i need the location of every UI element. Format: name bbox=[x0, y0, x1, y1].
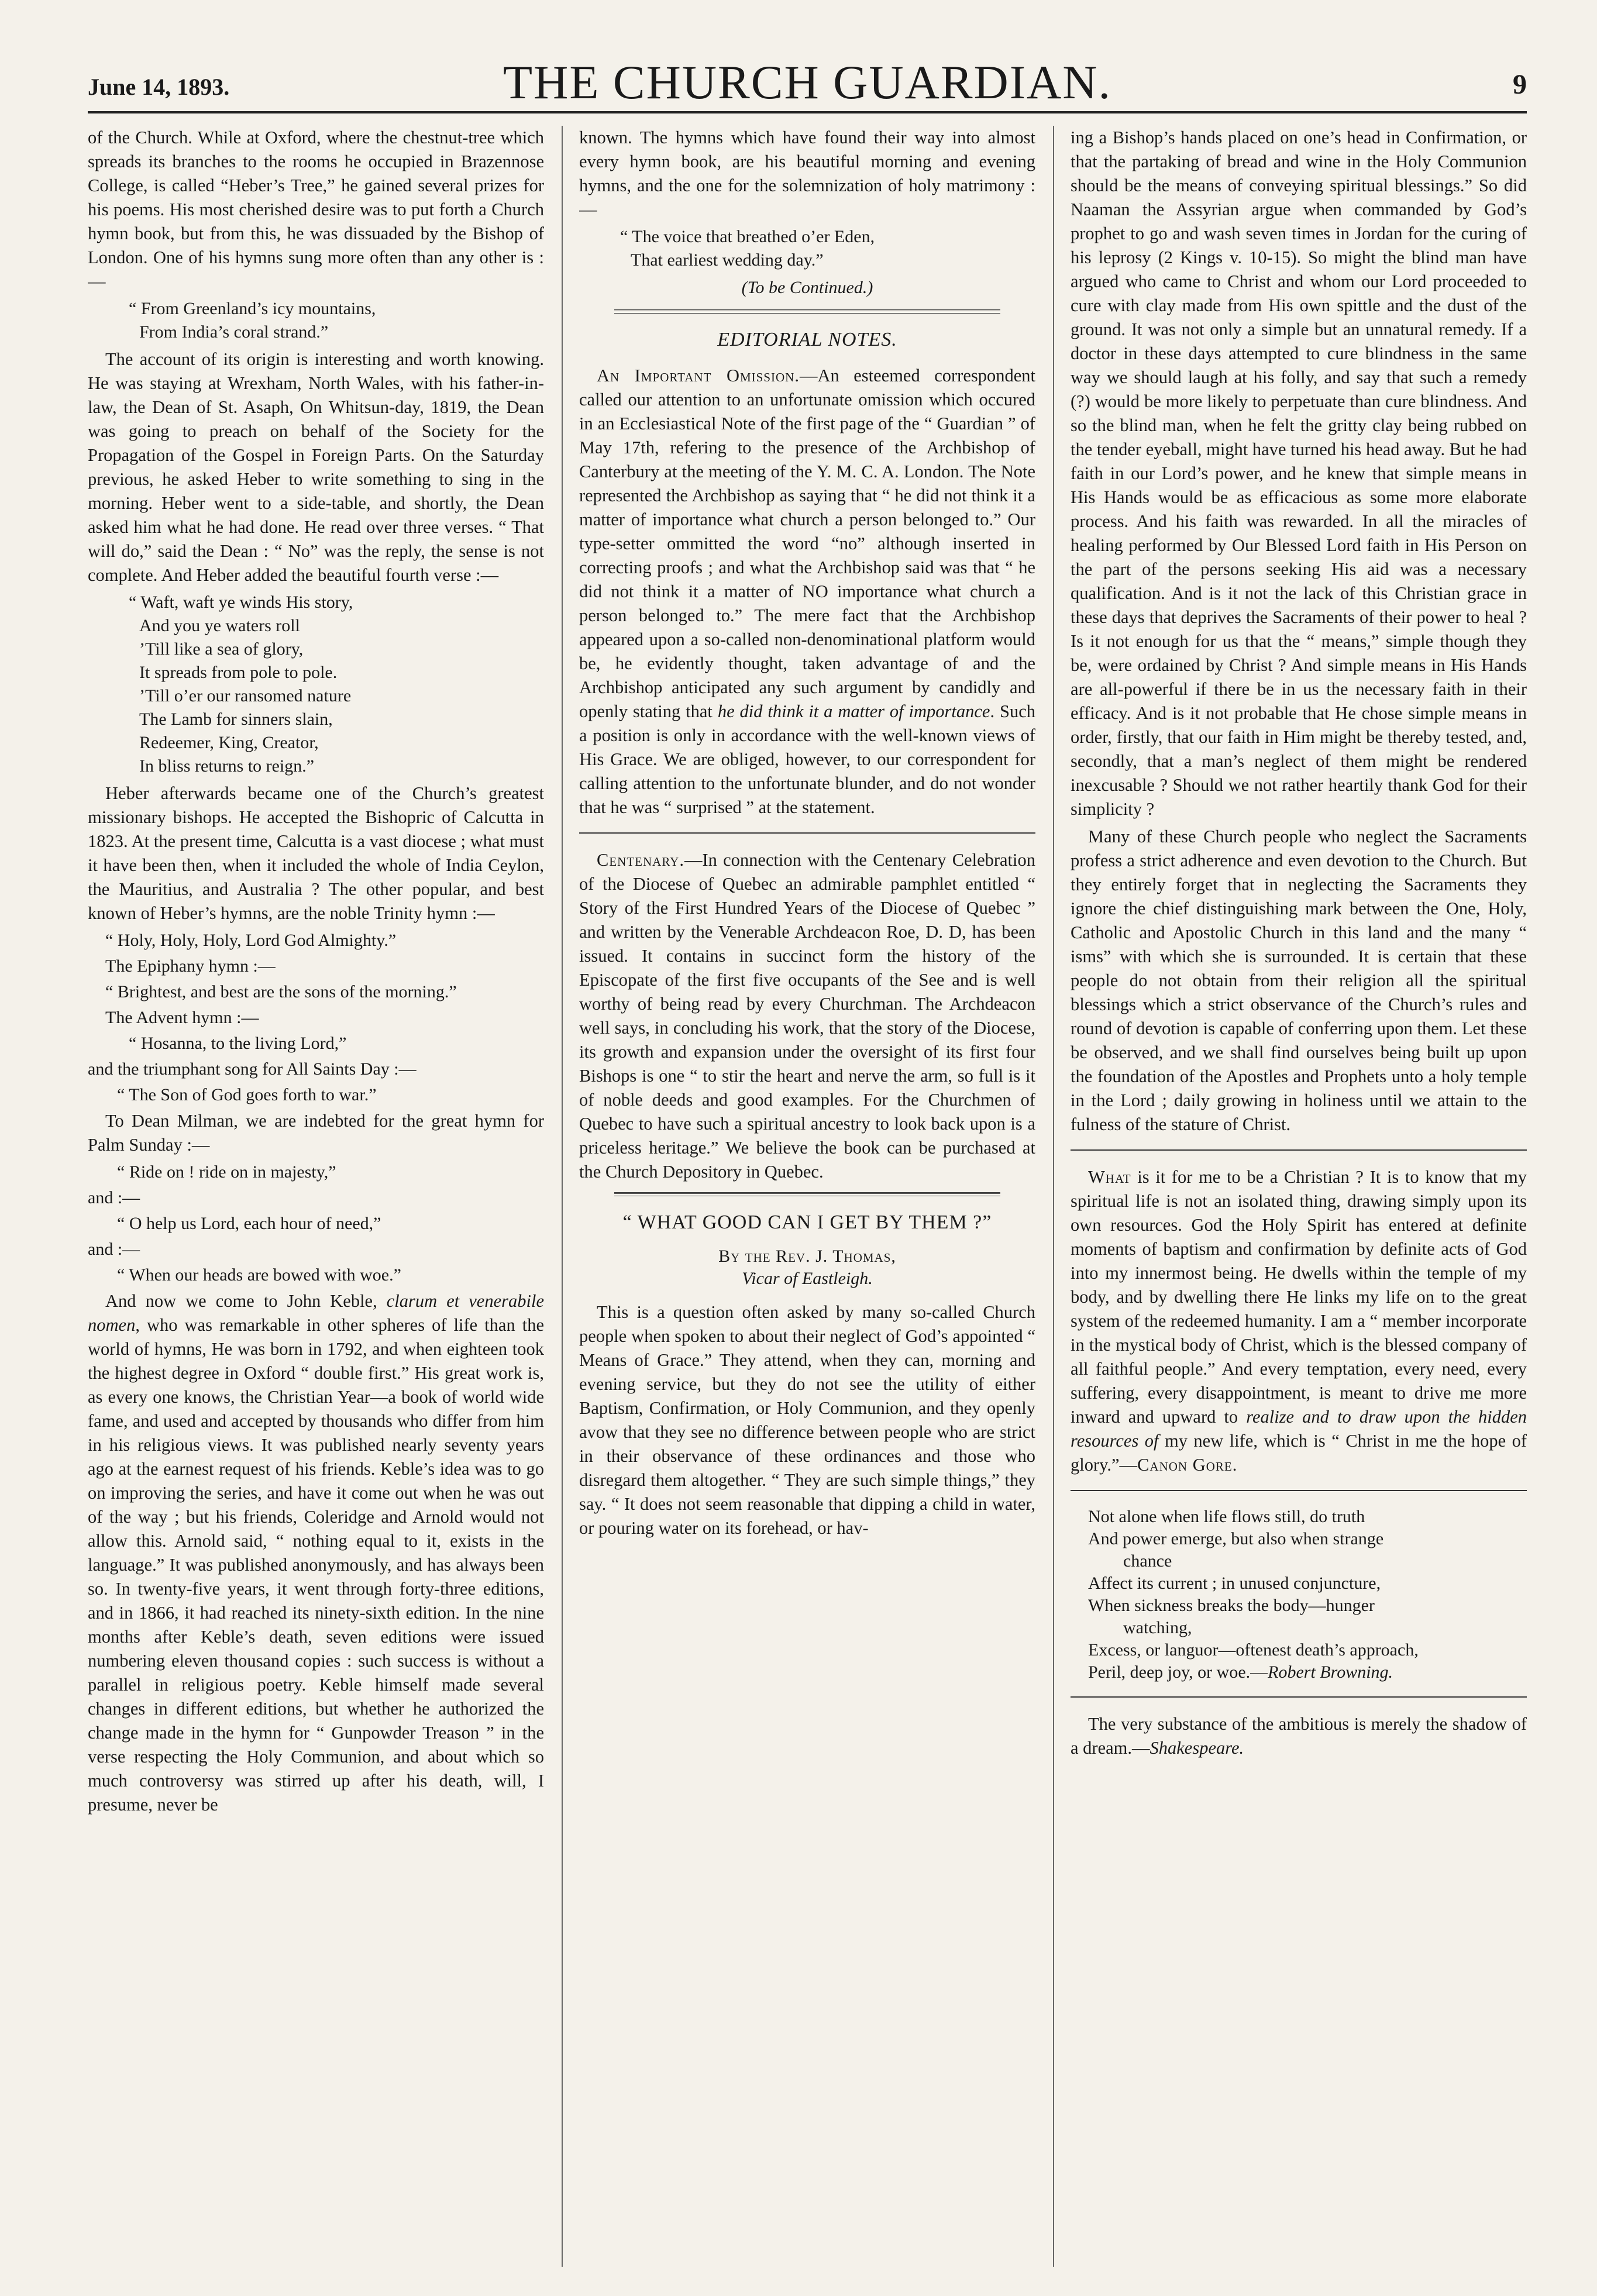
byline-title: Vicar of Eastleigh. bbox=[742, 1269, 873, 1288]
note-rule bbox=[1071, 1149, 1527, 1152]
quote-intro: and :— bbox=[88, 1188, 140, 1207]
column-divider bbox=[1053, 126, 1054, 2267]
paragraph: ing a Bishop’s hands placed on one’s head in Confirmation, or that the partaking of bread and wine in the Holy Communion should be the means of conveying spiritual blessings.” So did Naaman the Assyrian argue when commanded by God’s prophet to go and wash seven times in Jordan for the curing of his leprosy (2 Kings v. 10-15). So might the blind man have argued who came to Christ and whom our Lord proceeded to cure with clay made from His own spittle and the dust of the ground. It was not only a simple but an unnatural remedy. If a doctor in these days attempted to cure blindness in the same way we should laugh at his folly, and say that such a remedy (?) would be more likely to perpetuate than cure blindness. And so the blind man, when he felt the gritty clay being rubbed on the tender eyeball, might have turned his head away. But he had faith in our Lord’s power, and he knew that simple means in His Hands would be as efficacious as some more elaborate process. And his faith was rewarded. In all the miracles of healing performed by Our Blessed Lord faith in His Person on the part of the persons seeking His aid was a necessary qualification. And is it not the lack of this Christian grace in these days that deprives the Sacraments of their power to heal ? Is it not enough for us that the “ means,” simple though they be, were ordained by Christ ? And simple means in His Hands are all-powerful if there be in us the necessary faith in their efficacy. And is it not probable that He chose simple means in order, firstly, that our faith in Him might be thereby tested, and, secondly, that a man’s neglect of them might be rendered inexcusable ? Should we not rather heartily thank God for their simplicity ? bbox=[1071, 128, 1527, 819]
note-rule bbox=[1071, 1490, 1527, 1493]
note-lead: Centenary. bbox=[597, 850, 684, 870]
paragraph: The account of its origin is interesting and worth knowing. He was staying at Wrexham, North Wales, with his father-in-law, the Dean of St. Asaph, On Whitsun-day, 1819, the Dean was going to preach on behalf of the Society for the Propagation of the Gospel in Foreign Parts. On the Saturday previous, he asked Heber to write something to sing in the morning. Heber went to a side-table, and shortly, the Dean asked him what he had done. He read over three verses. “ That will do,” said the Dean : “ No” was the reply, the sense is not complete. And Heber added the beautiful fourth verse :— bbox=[88, 349, 544, 585]
quote-intro: The Advent hymn :— bbox=[105, 1008, 259, 1027]
newspaper-page bbox=[88, 23, 1527, 2276]
latin-phrase: clarum et venerabile nomen bbox=[88, 1291, 544, 1335]
emphasis: realize and to draw upon the hidden resources of bbox=[1071, 1407, 1527, 1451]
quote-intro: The Epiphany hymn :— bbox=[105, 956, 276, 976]
hymn-quote: “ Ride on ! ride on in majesty,” bbox=[117, 1162, 336, 1182]
verse-line: “ The voice that breathed o’er Eden, bbox=[620, 227, 875, 246]
paragraph: To Dean Milman, we are indebted for the great hymn for Palm Sunday :— bbox=[88, 1111, 544, 1155]
hymn-quote: “ O help us Lord, each hour of need,” bbox=[117, 1214, 381, 1233]
paragraph: Many of these Church people who neglect the Sacraments profess a strict adherence and even devotion to the Church. But they entirely forget that in neglecting the Sacraments they ignore the chief distinguishing mark between the One, Holy, Catholic and Apostolic Church in this land and the many “ isms” with which she is surrounded. It is certain that these people do not obtain from their religion all the spiritual blessings which a strict observance of the Church’s rules and round of devotion is capable of conferring upon them. Let these be observed, and we shall find ourselves being built up upon the foundation of the Apostles and Prophets unto a holy temple in the Lord ; daily growing in holiness until we attain to the fulness of the stature of Christ. bbox=[1071, 827, 1527, 1134]
quotation bbox=[1071, 1712, 1527, 1760]
author-signature: Shakespeare. bbox=[1149, 1738, 1244, 1758]
article-heading: “ WHAT GOOD CAN I GET BY THEM ?” bbox=[622, 1211, 992, 1233]
quote-intro: and the triumphant song for All Saints Day :— bbox=[88, 1059, 417, 1079]
verse-line: “ From Greenland’s icy mountains, bbox=[129, 299, 376, 318]
author-signature: Canon Gore. bbox=[1137, 1455, 1238, 1475]
note-rule bbox=[579, 832, 1035, 835]
paragraph: Heber afterwards became one of the Church’s greatest missionary bishops. He accepted the Bishopric of Calcutta in 1823. At the present time, Calcutta is a vast diocese ; what must it have been then, when it included the whole of India Ceylon, the Mauritius, and Australia ? The other popular, and best known of Heber’s hymns, are the noble Trinity hymn :— bbox=[88, 783, 544, 923]
verse-line: The Lamb for sinners slain, bbox=[139, 710, 333, 729]
poem-line: watching, bbox=[1123, 1618, 1192, 1637]
editorial-note bbox=[579, 364, 1035, 820]
hymn-verse bbox=[88, 591, 544, 778]
editorial-note bbox=[579, 848, 1035, 1184]
hymn-quote: “ Holy, Holy, Holy, Lord God Almighty.” bbox=[105, 931, 397, 950]
newspaper-title: THE CHURCH GUARDIAN. bbox=[503, 56, 1111, 109]
poem-line: Affect its current ; in unused conjuncture, bbox=[1088, 1574, 1381, 1593]
page-number: 9 bbox=[1513, 69, 1527, 100]
verse-line: “ Waft, waft ye winds His story, bbox=[129, 593, 353, 612]
hymn-quote: “ When our heads are bowed with woe.” bbox=[117, 1265, 401, 1285]
poem-line: Not alone when life flows still, do truth bbox=[1088, 1507, 1365, 1526]
verse-line: It spreads from pole to pole. bbox=[139, 663, 338, 682]
hymn-quote: “ The Son of God goes forth to war.” bbox=[117, 1085, 377, 1104]
verse-line: And you ye waters roll bbox=[139, 616, 300, 635]
paragraph: This is a question often asked by many so-called Church people when spoken to about their neglect of God’s appointed “ Means of Grace.” They attend, when they can, morning and evening service, but they do not see the utility of either Baptism, Confirmation, or Holy Communion, and they openly avow that they see no difference between people who are strict in their observance of these ordinances and those who disregard them altogether. “ They are such simple things,” they say. “ It does not seem reasonable that dipping a child in water, or pouring water on its forehead, or hav- bbox=[579, 1302, 1035, 1538]
column-1 bbox=[88, 126, 544, 2267]
verse-line: Redeemer, King, Creator, bbox=[139, 733, 319, 752]
author-signature: Robert Browning. bbox=[1268, 1662, 1393, 1682]
text-run: is it for me to be a Christian ? It is to know that my spiritual life is not an isolated thing, drawing simply upon its own resources. God the Holy Spirit has entered at definite moments of baptism and confirmation by definite acts of God into my innermost being. He dwells within the temple of my body, and by dwelling there He links my life on to the great system of the redeemed humanity. I am a “ member incorporate in the mystical body of Christ, which is the blessed company of all faithful people.” And every temptation, every need, every suffering, every disappointment, is meant to drive me more inward and upward to bbox=[1071, 1167, 1527, 1427]
verse-line: ’Till o’er our ransomed nature bbox=[139, 686, 352, 705]
text-run: The very substance of the ambitious is merely the shadow of a dream.— bbox=[1071, 1714, 1527, 1758]
text-run: —In connection with the Centenary Celebration of the Diocese of Quebec an admirable pamphlet entitled “ Story of the First Hundred Years of the Diocese of Quebec ” and written by the Venerable Archdeacon Roe, D. D, has been issued. It contains in succinct form the history of the Episcopate of the first five occupants of the See and is well worthy of being read by every Churchman. The Archdeacon well says, in concluding his work, that the story of the Diocese, its growth and expansion under the oversight of its first four Bishops is one “ to stir the heart and nerve the arm, so full is it of noble deeds and good examples. For the Churchmen of Quebec to have such a spiritual ancestry to look back upon is a priceless heritage.” We believe the book can be purchased at the Church Depository in Quebec. bbox=[579, 850, 1035, 1182]
hymn-quote bbox=[88, 297, 544, 344]
quote-intro: and :— bbox=[88, 1240, 140, 1259]
verse-line: In bliss returns to reign.” bbox=[139, 756, 315, 776]
verse-line: That earliest wedding day.” bbox=[631, 250, 824, 270]
poem bbox=[1088, 1506, 1527, 1684]
text-run: And now we come to John Keble, bbox=[105, 1291, 387, 1311]
poem-line: And power emerge, but also when strange bbox=[1088, 1529, 1384, 1548]
column-divider bbox=[562, 126, 563, 2267]
section-rule bbox=[614, 309, 1000, 314]
section-rule bbox=[614, 1192, 1000, 1196]
paragraph: of the Church. While at Oxford, where the chestnut-tree which spreads its branches to the rooms he occupied in Brazennose College, is called “Heber’s Tree,” he gained several prizes for his poems. His most cherished desire was to put forth a Church hymn book, but from this, he was dissuaded by the Bishop of London. One of his hymns sung more often than any other is :— bbox=[88, 128, 544, 291]
text-run: . Such a position is only in accordance with the well-known views of His Grace. We are obliged, however, to our correspondent for calling attention to the unfortunate blunder, and do not wonder that he was “ surprised ” at the statement. bbox=[579, 701, 1035, 817]
text-run: —An esteemed correspondent called our attention to an unfortunate omission which occured in an Ecclesiastical Note of the first page of the “ Guardian ” of May 17th, refering to the presence of the Archbishop of Canterbury at the meeting of the Y. M. C. A. London. The Note represented the Archbishop as saying that “ he did not think it a matter of importance what church a person belonged to.” Our type-setter ommitted the word “no” although inserted in correcting proofs ; and what the Archbishop said was that “ he did not think it a matter of NO importance what church a person belonged to.” The mere fact that the Archbishop appeared upon a so-called non-denominational platform would be, he evidently thought, taken advantage of and the Archbishop anticipated any such argument by candidly and openly stating that bbox=[579, 366, 1035, 721]
note-lead: What bbox=[1088, 1167, 1131, 1187]
emphasis: he did think it a matter of importance bbox=[717, 701, 990, 721]
columns bbox=[88, 126, 1527, 2267]
poem-line: Excess, or languor—oftenest death’s approach, bbox=[1088, 1640, 1419, 1660]
masthead bbox=[88, 23, 1527, 113]
to-be-continued: (To be Continued.) bbox=[741, 278, 873, 297]
issue-date: June 14, 1893. bbox=[88, 74, 230, 100]
text-run: , who was remarkable in other spheres of life than the world of hymns, He was born in 1792, and when eighteen took the highest degree in Oxford “ double first.” His great work is, as every one knows, the Christian Year—a book of world wide fame, and used and accepted by thousands who differ from him in his religious views. It was published nearly seventy years ago at the earnest request of his friends. Keble’s idea was to go on improving the series, and have it come out when he was out of the way ; but his friends, Coleridge and Arnold would not allow this. Arnold said, “ nothing equal to it, exists in the language.” It was published anonymously, and has always been so. In twenty-five years, it went through forty-three editions, and in 1866, it had reached its ninety-sixth edition. In the nine months after Keble’s death, seven editions were issued numbering eleven thousand copies : such success is without a parallel in religious poetry. Keble himself made several changes in different editions, but whether he authorized the change made in the hymn for “ Gunpowder Treason ” in the verse respecting the Holy Communion, and about which so much controversy was stirred up after his death, will, I presume, never be bbox=[88, 1315, 544, 1815]
paragraph: known. The hymns which have found their way into almost every hymn book, are his beautiful morning and evening hymns, and the one for the solemnization of holy matrimony :— bbox=[579, 128, 1035, 219]
paragraph bbox=[1071, 1165, 1527, 1477]
verse-line: ’Till like a sea of glory, bbox=[139, 639, 304, 659]
note-rule bbox=[1071, 1696, 1527, 1699]
verse-line: From India’s coral strand.” bbox=[139, 322, 329, 342]
byline: By the Rev. J. Thomas, bbox=[718, 1247, 896, 1266]
hymn-quote bbox=[579, 225, 1035, 272]
section-heading: EDITORIAL NOTES. bbox=[717, 329, 897, 350]
text-run: my new life, which is “ Christ in me the hope of glory.”— bbox=[1071, 1431, 1527, 1475]
hymn-quote: “ Hosanna, to the living Lord,” bbox=[129, 1034, 347, 1053]
column-2 bbox=[579, 126, 1035, 2267]
hymn-quote: “ Brightest, and best are the sons of the morning.” bbox=[105, 982, 457, 1001]
column-3 bbox=[1071, 126, 1527, 2267]
poem-line: When sickness breaks the body—hunger bbox=[1088, 1596, 1375, 1615]
poem-line: chance bbox=[1123, 1551, 1172, 1571]
note-lead: An Important Omission. bbox=[597, 366, 800, 385]
paragraph bbox=[88, 1289, 544, 1817]
poem-line: Peril, deep joy, or woe.— bbox=[1088, 1662, 1268, 1682]
